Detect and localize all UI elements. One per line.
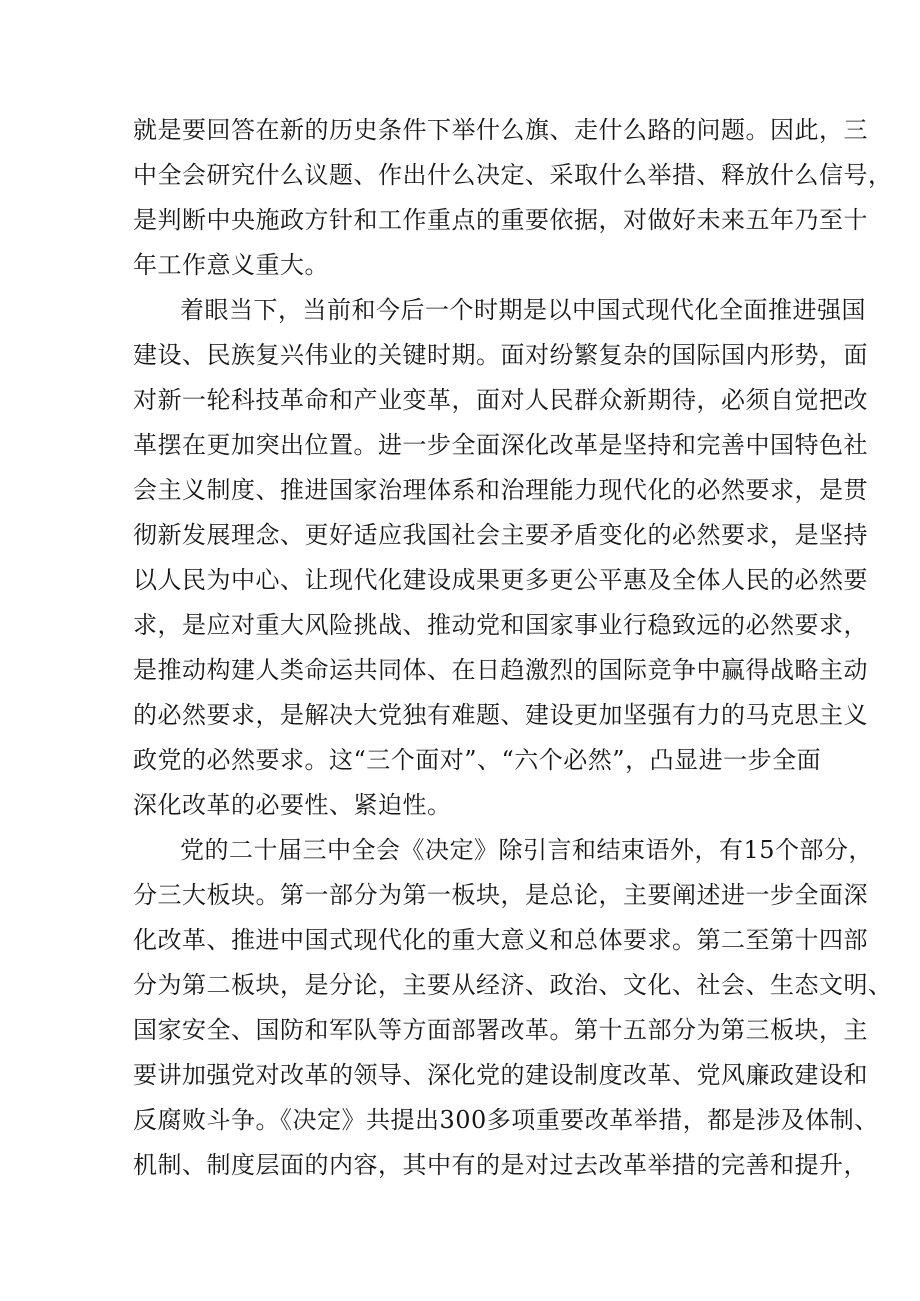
text-line: 中全会研究什么议题、作出什么决定、采取什么举措、释放什么信号， bbox=[133, 161, 893, 189]
text-line: 政党的必然要求。这“三个面对”、“六个必然”，凸显进一步全面 bbox=[133, 746, 822, 774]
text-line: 的必然要求，是解决大党独有难题、建设更加坚强有力的马克思主义 bbox=[133, 701, 868, 729]
text-line: 彻新发展理念、更好适应我国社会主要矛盾变化的必然要求，是坚持 bbox=[133, 521, 868, 549]
text-line: 是推动构建人类命运共同体、在日趋激烈的国际竞争中赢得战略主动 bbox=[133, 656, 868, 684]
text-line: 机制、制度层面的内容，其中有的是对过去改革举措的完善和提升， bbox=[133, 1151, 868, 1179]
text-line: 分为第二板块，是分论，主要从经济、政治、文化、社会、生态文明、 bbox=[133, 971, 893, 999]
text-line: 以人民为中心、让现代化建设成果更多更公平惠及全体人民的必然要 bbox=[133, 566, 868, 594]
text-line: 深化改革的必要性、紧迫性。 bbox=[133, 791, 452, 819]
text-line: 分三大板块。第一部分为第一板块，是总论，主要阐述进一步全面深 bbox=[133, 881, 868, 909]
paragraph-first-line: 着眼当下，当前和今后一个时期是以中国式现代化全面推进强国 bbox=[180, 296, 866, 324]
text-line: 建设、民族复兴伟业的关键时期。面对纷繁复杂的国际国内形势，面 bbox=[133, 341, 868, 369]
text-line: 对新一轮科技革命和产业变革，面对人民群众新期待，必须自觉把改 bbox=[133, 386, 868, 414]
text-line: 反腐败斗争。《决定》共提出300多项重要改革举措，都是涉及体制、 bbox=[133, 1106, 879, 1134]
text-line: 国家安全、国防和军队等方面部署改革。第十五部分为第三板块，主 bbox=[133, 1016, 868, 1044]
text-line: 会主义制度、推进国家治理体系和治理能力现代化的必然要求，是贯 bbox=[133, 476, 868, 504]
text-line: 是判断中央施政方针和工作重点的重要依据，对做好未来五年乃至十 bbox=[133, 206, 868, 234]
text-line: 要讲加强党对改革的领导、深化党的建设制度改革、党风廉政建设和 bbox=[133, 1061, 868, 1089]
text-line: 就是要回答在新的历史条件下举什么旗、走什么路的问题。因此，三 bbox=[133, 116, 868, 144]
text-line: 化改革、推进中国式现代化的重大意义和总体要求。第二至第十四部 bbox=[133, 926, 868, 954]
text-line: 求，是应对重大风险挑战、推动党和国家事业行稳致远的必然要求， bbox=[133, 611, 868, 639]
text-line: 年工作意义重大。 bbox=[133, 251, 329, 279]
paragraph-first-line: 党的二十届三中全会《决定》除引言和结束语外，有15个部分， bbox=[180, 836, 874, 864]
text-line: 革摆在更加突出位置。进一步全面深化改革是坚持和完善中国特色社 bbox=[133, 431, 868, 459]
